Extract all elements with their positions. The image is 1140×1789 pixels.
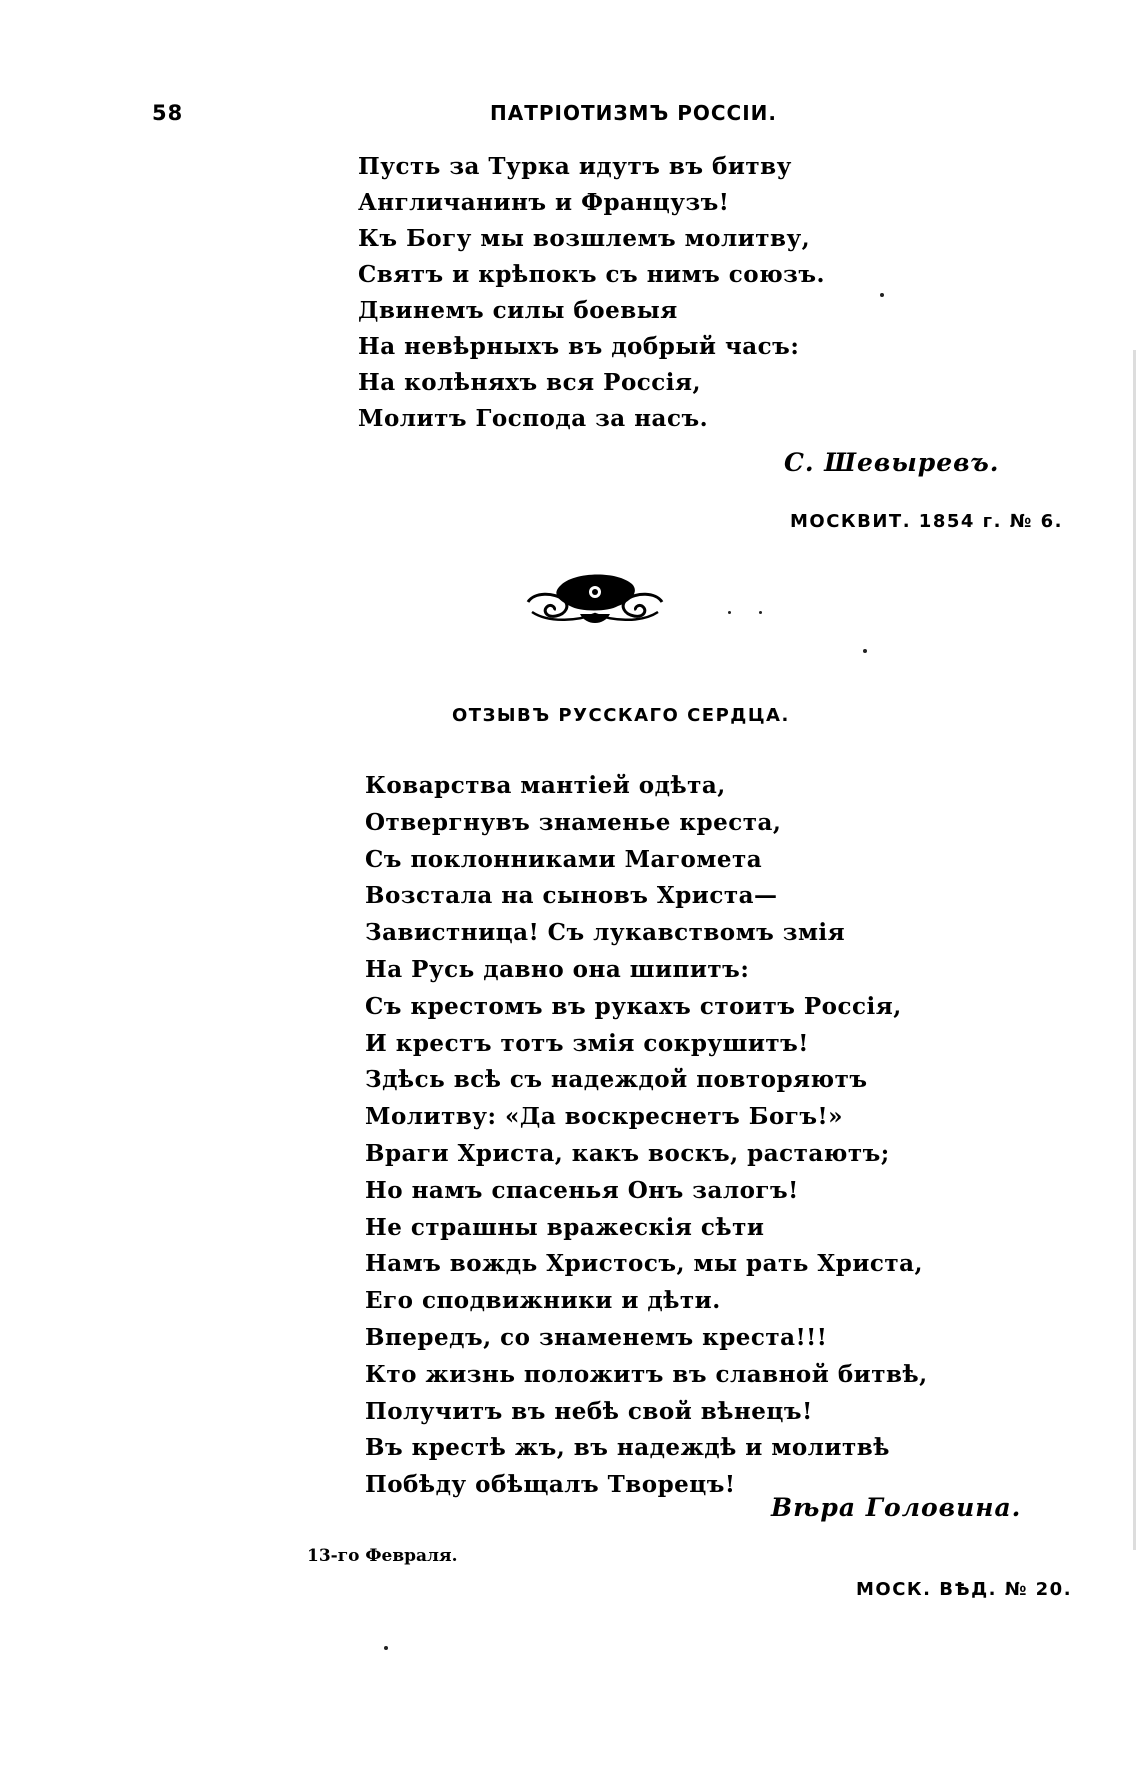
poem-title: ОТЗЫВЪ РУССКАГО СЕРДЦА. [452,705,790,726]
poem-line: Съ поклонниками Магомета [365,845,763,873]
poem-line: Молитъ Господа за насъ. [358,405,709,432]
source-citation-moskvityanin: МОСКВИТ. 1854 г. № 6. [790,511,1063,532]
ink-speck [759,611,762,614]
poem-author-shevyrev: С. Шевыревъ. [784,448,1000,477]
running-head: ПАТРІОТИЗМЪ РОССІИ. [490,101,777,125]
poem-line: Побѣду обѣщалъ Творецъ! [365,1471,736,1499]
poem-line: На Русь давно она шипитъ: [365,955,750,983]
poem-line: Отвергнувъ знаменье креста, [365,808,782,836]
page-edge-shadow [1133,350,1136,1550]
poem-line: Получитъ въ небѣ свой вѣнецъ! [365,1397,813,1425]
poem-shevyrev [358,149,825,437]
poem-line: Намъ вождь Христосъ, мы рать Христа, [365,1250,924,1278]
poem-line: Здѣсь всѣ съ надеждой повторяютъ [365,1066,868,1094]
source-citation-mosk-ved: МОСК. ВѢД. № 20. [856,1579,1073,1600]
poem-line: Коварства мантіей одѣта, [365,772,726,799]
ink-speck [880,293,884,297]
page-number: 58 [152,101,184,125]
poem-line: Святъ и крѣпокъ съ нимъ союзъ. [358,261,825,288]
poem-line: И крестъ тотъ змія сокрушитъ! [365,1029,809,1057]
poem-author-golovina: Вѣра Головина. [771,1493,1022,1522]
poem-line: Въ крестѣ жъ, въ надеждѣ и молитвѣ [365,1434,890,1462]
poem-line: Молитву: «Да воскреснетъ Богъ!» [365,1103,843,1131]
poem-line: На колѣняхъ вся Россія, [358,369,702,396]
poem-line: Съ крестомъ въ рукахъ стоитъ Россія, [365,992,902,1020]
ink-speck [863,649,867,653]
poem-line: Къ Богу мы возшлемъ молитву, [358,225,811,252]
poem-line: Враги Христа, какъ воскъ, растаютъ; [365,1139,890,1167]
poem-golovina [365,768,928,1504]
poem-line: Впередъ, со знаменемъ креста!!! [365,1323,828,1351]
poem-line: Но намъ спасенья Онъ залогъ! [365,1176,799,1204]
decorative-vignette-icon [520,568,670,636]
poem-line: Не страшны вражескія сѣти [365,1213,765,1241]
poem-date: 13-го Февраля. [307,1546,458,1566]
ink-speck [384,1646,388,1650]
poem-line: Возстала на сыновъ Христа— [365,882,778,910]
poem-line: Двинемъ силы боевыя [358,297,678,324]
poem-line: Пусть за Турка идутъ въ битву [358,153,792,180]
poem-line: Его сподвижники и дѣти. [365,1287,721,1315]
poem-line: Завистница! Съ лукавствомъ змія [365,919,846,947]
ink-speck [728,611,731,614]
poem-line: Англичанинъ и Французъ! [358,189,730,216]
poem-line: На невѣрныхъ въ добрый часъ: [358,333,800,360]
poem-line: Кто жизнь положитъ въ славной битвѣ, [365,1360,928,1388]
